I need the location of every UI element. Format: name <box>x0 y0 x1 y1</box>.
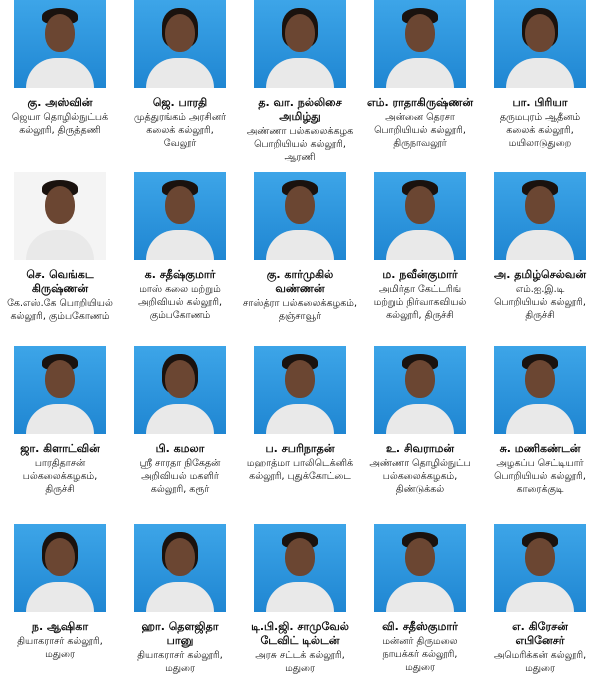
student-card <box>120 0 240 172</box>
student-college-line: திருச்சி <box>525 310 555 321</box>
student-name-line: டேவிட் டில்டன் <box>260 634 340 647</box>
student-card <box>480 172 600 344</box>
student-photo <box>134 524 226 612</box>
student-college-line: சாஸ்த்ரா பல்கலைக்கழகம், <box>243 298 357 309</box>
student-college-line: தியாகராசர் கல்லூரி, <box>17 636 103 647</box>
student-college-line: பொறியியல் கல்லூரி, <box>494 297 586 308</box>
student-photo <box>494 172 586 260</box>
student-college <box>0 111 120 137</box>
student-college-line: அறிவியல் கல்லூரி, <box>137 297 223 308</box>
student-college <box>120 457 240 496</box>
student-college-line: முத்துரங்கம் அரசினர் <box>133 112 227 123</box>
student-college-line: திருநாவலூர் <box>393 138 447 149</box>
student-college-line: மாஸ் கலை மற்றும் <box>139 284 221 295</box>
student-college <box>0 457 120 496</box>
student-name-line: பி. கமலா <box>155 442 205 455</box>
student-name-line: எபினேசர் <box>515 634 565 647</box>
student-name <box>120 620 240 648</box>
student-college-line: தருமபுரம் ஆதீனம் <box>499 112 581 123</box>
student-photo <box>134 346 226 434</box>
student-name <box>360 442 480 456</box>
student-college-line: பாரதிதாசன் <box>34 458 86 469</box>
student-college-line: தஞ்சாவூர் <box>278 311 322 322</box>
student-name-line: அமிழ்து <box>279 110 321 123</box>
student-college-line: பல்கலைக்கழகம், <box>22 471 98 482</box>
student-photo <box>494 0 586 88</box>
student-college-line: கும்பகோணம் <box>149 310 211 321</box>
student-name-line: ஜா. கிளாட்வின் <box>20 442 100 455</box>
student-photo <box>14 0 106 88</box>
student-name <box>240 442 360 456</box>
student-name-line: வி. சதீஸ்குமார் <box>382 620 458 633</box>
student-college-line: மதுரை <box>405 662 435 673</box>
student-card <box>240 172 360 344</box>
student-college-line: அண்ணா பல்கலைக்கழக <box>246 126 354 137</box>
student-college-line: தியாகராசர் கல்லூரி, <box>137 650 223 661</box>
student-name <box>120 268 240 282</box>
student-college-line: அரசு சட்டக் கல்லூரி, <box>255 650 345 661</box>
student-name-line: சு. மணிகண்டன் <box>499 442 581 455</box>
student-college-line: அறிவியல் மகளிர் <box>141 471 219 482</box>
student-photo <box>494 524 586 612</box>
student-photo <box>14 346 106 434</box>
student-college-line: மற்றும் நிர்வாகவியல் <box>373 297 467 308</box>
student-photo <box>14 524 106 612</box>
student-college <box>480 649 600 675</box>
student-photo <box>374 172 466 260</box>
student-name-line: வண்ணன் <box>275 282 325 295</box>
student-name-line: கிருஷ்ணன் <box>31 282 89 295</box>
student-college-line: திண்டுக்கல் <box>395 484 445 495</box>
student-college-line: அமிர்தா கேட்டரிங் <box>378 284 462 295</box>
student-name-line: அ. தமிழ்செல்வன் <box>493 268 587 281</box>
student-name <box>240 620 360 648</box>
student-college-line: திருச்சி <box>45 484 75 495</box>
student-card <box>240 0 360 172</box>
student-college <box>360 457 480 496</box>
student-college <box>360 283 480 322</box>
student-college <box>0 635 120 661</box>
student-name-line: கு. அஸ்வின் <box>27 96 93 109</box>
student-name-line: டி.பி.ஜி. சாமுவேல் <box>251 620 349 633</box>
student-college <box>480 111 600 150</box>
student-card <box>360 346 480 518</box>
student-card <box>240 346 360 518</box>
student-college-line: ஆரணி <box>284 152 316 163</box>
student-college-line: பொறியியல் கல்லூரி, <box>494 471 586 482</box>
student-name-line: பா. பிரியா <box>512 96 568 109</box>
student-college-line: ஜெயா தொழில்நுட்பக் <box>11 112 109 123</box>
student-card <box>480 0 600 172</box>
student-card <box>480 346 600 518</box>
student-name-line: ந. ஆஷிகா <box>31 620 89 633</box>
student-college-line: மன்னர் திருமலை <box>382 636 458 647</box>
student-photo <box>374 0 466 88</box>
student-college <box>480 457 600 496</box>
student-college <box>120 111 240 150</box>
student-name <box>480 620 600 648</box>
student-college-line: அண்ணா தொழில்நுட்ப <box>369 458 471 469</box>
student-name-line: எ. கிரேசன் <box>512 620 568 633</box>
student-college-line: கல்லூரி, திருச்சி <box>386 310 454 321</box>
student-college-line: கல்லூரி, புதுக்கோட்டை <box>249 471 351 482</box>
student-college-line: பல்கலைக்கழகம், <box>382 471 458 482</box>
student-card <box>120 172 240 344</box>
student-college <box>120 283 240 322</box>
student-college-line: அமெரிக்கன் கல்லூரி, <box>493 650 587 661</box>
student-photo <box>374 524 466 612</box>
student-college-line: வேலூர் <box>163 138 197 149</box>
student-college-line: நாயக்கர் கல்லூரி, <box>382 649 458 660</box>
student-college-line: காரைக்குடி <box>516 484 564 495</box>
student-name <box>0 96 120 110</box>
student-photo <box>494 346 586 434</box>
student-college-line: கல்லூரி, திருத்தணி <box>19 125 101 136</box>
student-name-line: க. சதீஷ்குமார் <box>144 268 216 281</box>
student-college-line: கலைக் கல்லூரி, <box>146 125 214 136</box>
student-name-line: த. வா. நல்லிசை <box>258 96 342 109</box>
student-photo <box>134 172 226 260</box>
student-name-line: கு. கார்முகில் <box>266 268 334 281</box>
student-college-line: மதுரை <box>285 663 315 674</box>
student-name <box>0 268 120 296</box>
student-name <box>240 268 360 296</box>
student-college-line: கல்லூரி, கரூர் <box>150 484 210 495</box>
student-college-line: கலைக் கல்லூரி, <box>506 125 574 136</box>
student-name-line: செ. வெங்கட <box>26 268 94 281</box>
student-college-line: கே.எஸ்.கே பொறியியல் <box>7 298 113 309</box>
student-name-line: உ. சிவராமன் <box>385 442 455 455</box>
student-photo <box>254 0 346 88</box>
student-college <box>360 111 480 150</box>
student-card <box>0 0 120 172</box>
student-college <box>240 649 360 675</box>
student-college-line: மதுரை <box>45 649 75 660</box>
student-card <box>120 524 240 696</box>
student-college-line: பொறியியல் கல்லூரி, <box>374 125 466 136</box>
student-card <box>240 524 360 696</box>
student-card <box>360 172 480 344</box>
student-name <box>480 442 600 456</box>
student-name <box>480 96 600 110</box>
student-name <box>0 620 120 634</box>
student-card <box>0 524 120 696</box>
student-college-line: மஹாத்மா பாலிடெக்னிக் <box>246 458 354 469</box>
student-college-line: ஸ்ரீ சாரதா நிகேதன் <box>139 458 221 469</box>
student-college <box>240 125 360 164</box>
student-photo <box>134 0 226 88</box>
student-photo <box>254 524 346 612</box>
student-college-line: அன்னை தெரசா <box>385 112 455 123</box>
student-name <box>120 96 240 110</box>
student-college <box>120 649 240 675</box>
student-college-line: அழகப்ப செட்டியார் <box>496 458 584 469</box>
student-card <box>120 346 240 518</box>
student-name <box>240 96 360 124</box>
student-college <box>240 457 360 483</box>
student-name-line: எம். ராதாகிருஷ்ணன் <box>367 96 473 109</box>
student-name-line: ஜெ. பாரதி <box>152 96 208 109</box>
student-name-line: ஹா. தௌஜிதா <box>141 620 219 633</box>
student-name <box>360 268 480 282</box>
student-card <box>360 0 480 172</box>
student-college <box>0 297 120 323</box>
student-college <box>480 283 600 322</box>
student-photo <box>14 172 106 260</box>
student-card <box>360 524 480 696</box>
student-college-line: பொறியியல் கல்லூரி, <box>254 139 346 150</box>
student-college-line: மதுரை <box>525 663 555 674</box>
student-name-line: ம. நவீன்குமார் <box>382 268 458 281</box>
student-photo <box>254 172 346 260</box>
student-photo <box>374 346 466 434</box>
student-college <box>360 635 480 674</box>
student-name <box>360 620 480 634</box>
student-name <box>120 442 240 456</box>
student-college-line: எம்.ஐ.இ.டி <box>515 284 565 295</box>
student-name <box>0 442 120 456</box>
student-card <box>0 346 120 518</box>
student-name <box>360 96 480 110</box>
student-college-line: மயிலாடுதுறை <box>508 138 572 149</box>
student-name-line: பானு <box>166 634 194 647</box>
student-card <box>480 524 600 696</box>
student-photo <box>254 346 346 434</box>
student-name-line: ப. சபரிநாதன் <box>265 442 335 455</box>
student-card <box>0 172 120 344</box>
student-college-line: கல்லூரி, கும்பகோணம் <box>10 311 110 322</box>
student-college <box>240 297 360 323</box>
student-college-line: மதுரை <box>165 663 195 674</box>
student-name <box>480 268 600 282</box>
